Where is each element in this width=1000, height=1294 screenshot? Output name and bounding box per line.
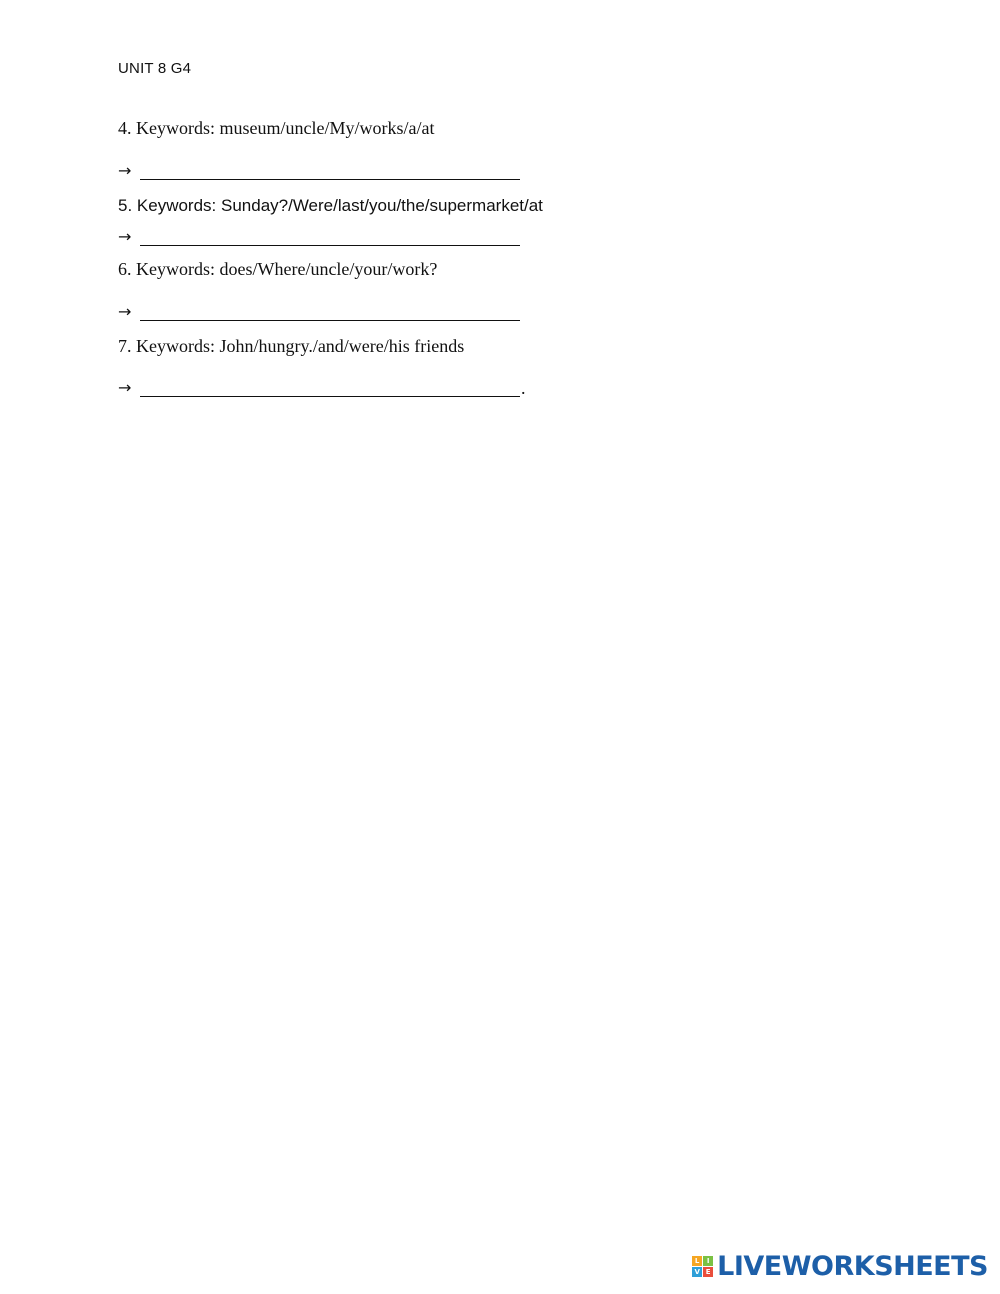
page-header: UNIT 8 G4	[118, 60, 192, 77]
question-6-answer-row	[118, 299, 520, 321]
arrow-right-icon: →	[118, 227, 132, 246]
question-6-prompt: 6. Keywords: does/Where/uncle/your/work?	[118, 259, 438, 279]
question-7-period: .	[521, 378, 526, 398]
liveworksheets-logo	[692, 1251, 988, 1282]
liveworksheets-logo-text: LIVEWORKSHEETS	[717, 1251, 988, 1282]
question-6-answer-blank[interactable]	[140, 303, 520, 321]
question-4-answer-row	[118, 158, 520, 180]
question-4-prompt: 4. Keywords: museum/uncle/My/works/a/at	[118, 118, 435, 138]
logo-tile-i: I	[703, 1256, 713, 1266]
logo-tile-e: E	[703, 1267, 713, 1277]
question-5-answer-row	[118, 224, 520, 246]
question-7-answer-row	[118, 375, 526, 397]
question-4-answer-blank[interactable]	[140, 162, 520, 180]
question-5-prompt: 5. Keywords: Sunday?/Were/last/you/the/supermarket/at	[118, 196, 543, 215]
question-7-answer-blank[interactable]	[140, 379, 520, 397]
logo-tile-v: V	[692, 1267, 702, 1277]
arrow-right-icon: →	[118, 378, 132, 397]
logo-tile-l: L	[692, 1256, 702, 1266]
liveworksheets-logo-icon	[692, 1256, 713, 1277]
question-7-prompt: 7. Keywords: John/hungry./and/were/his friends	[118, 336, 465, 356]
arrow-right-icon: →	[118, 302, 132, 321]
arrow-right-icon: →	[118, 161, 132, 180]
question-5-answer-blank[interactable]	[140, 228, 520, 246]
